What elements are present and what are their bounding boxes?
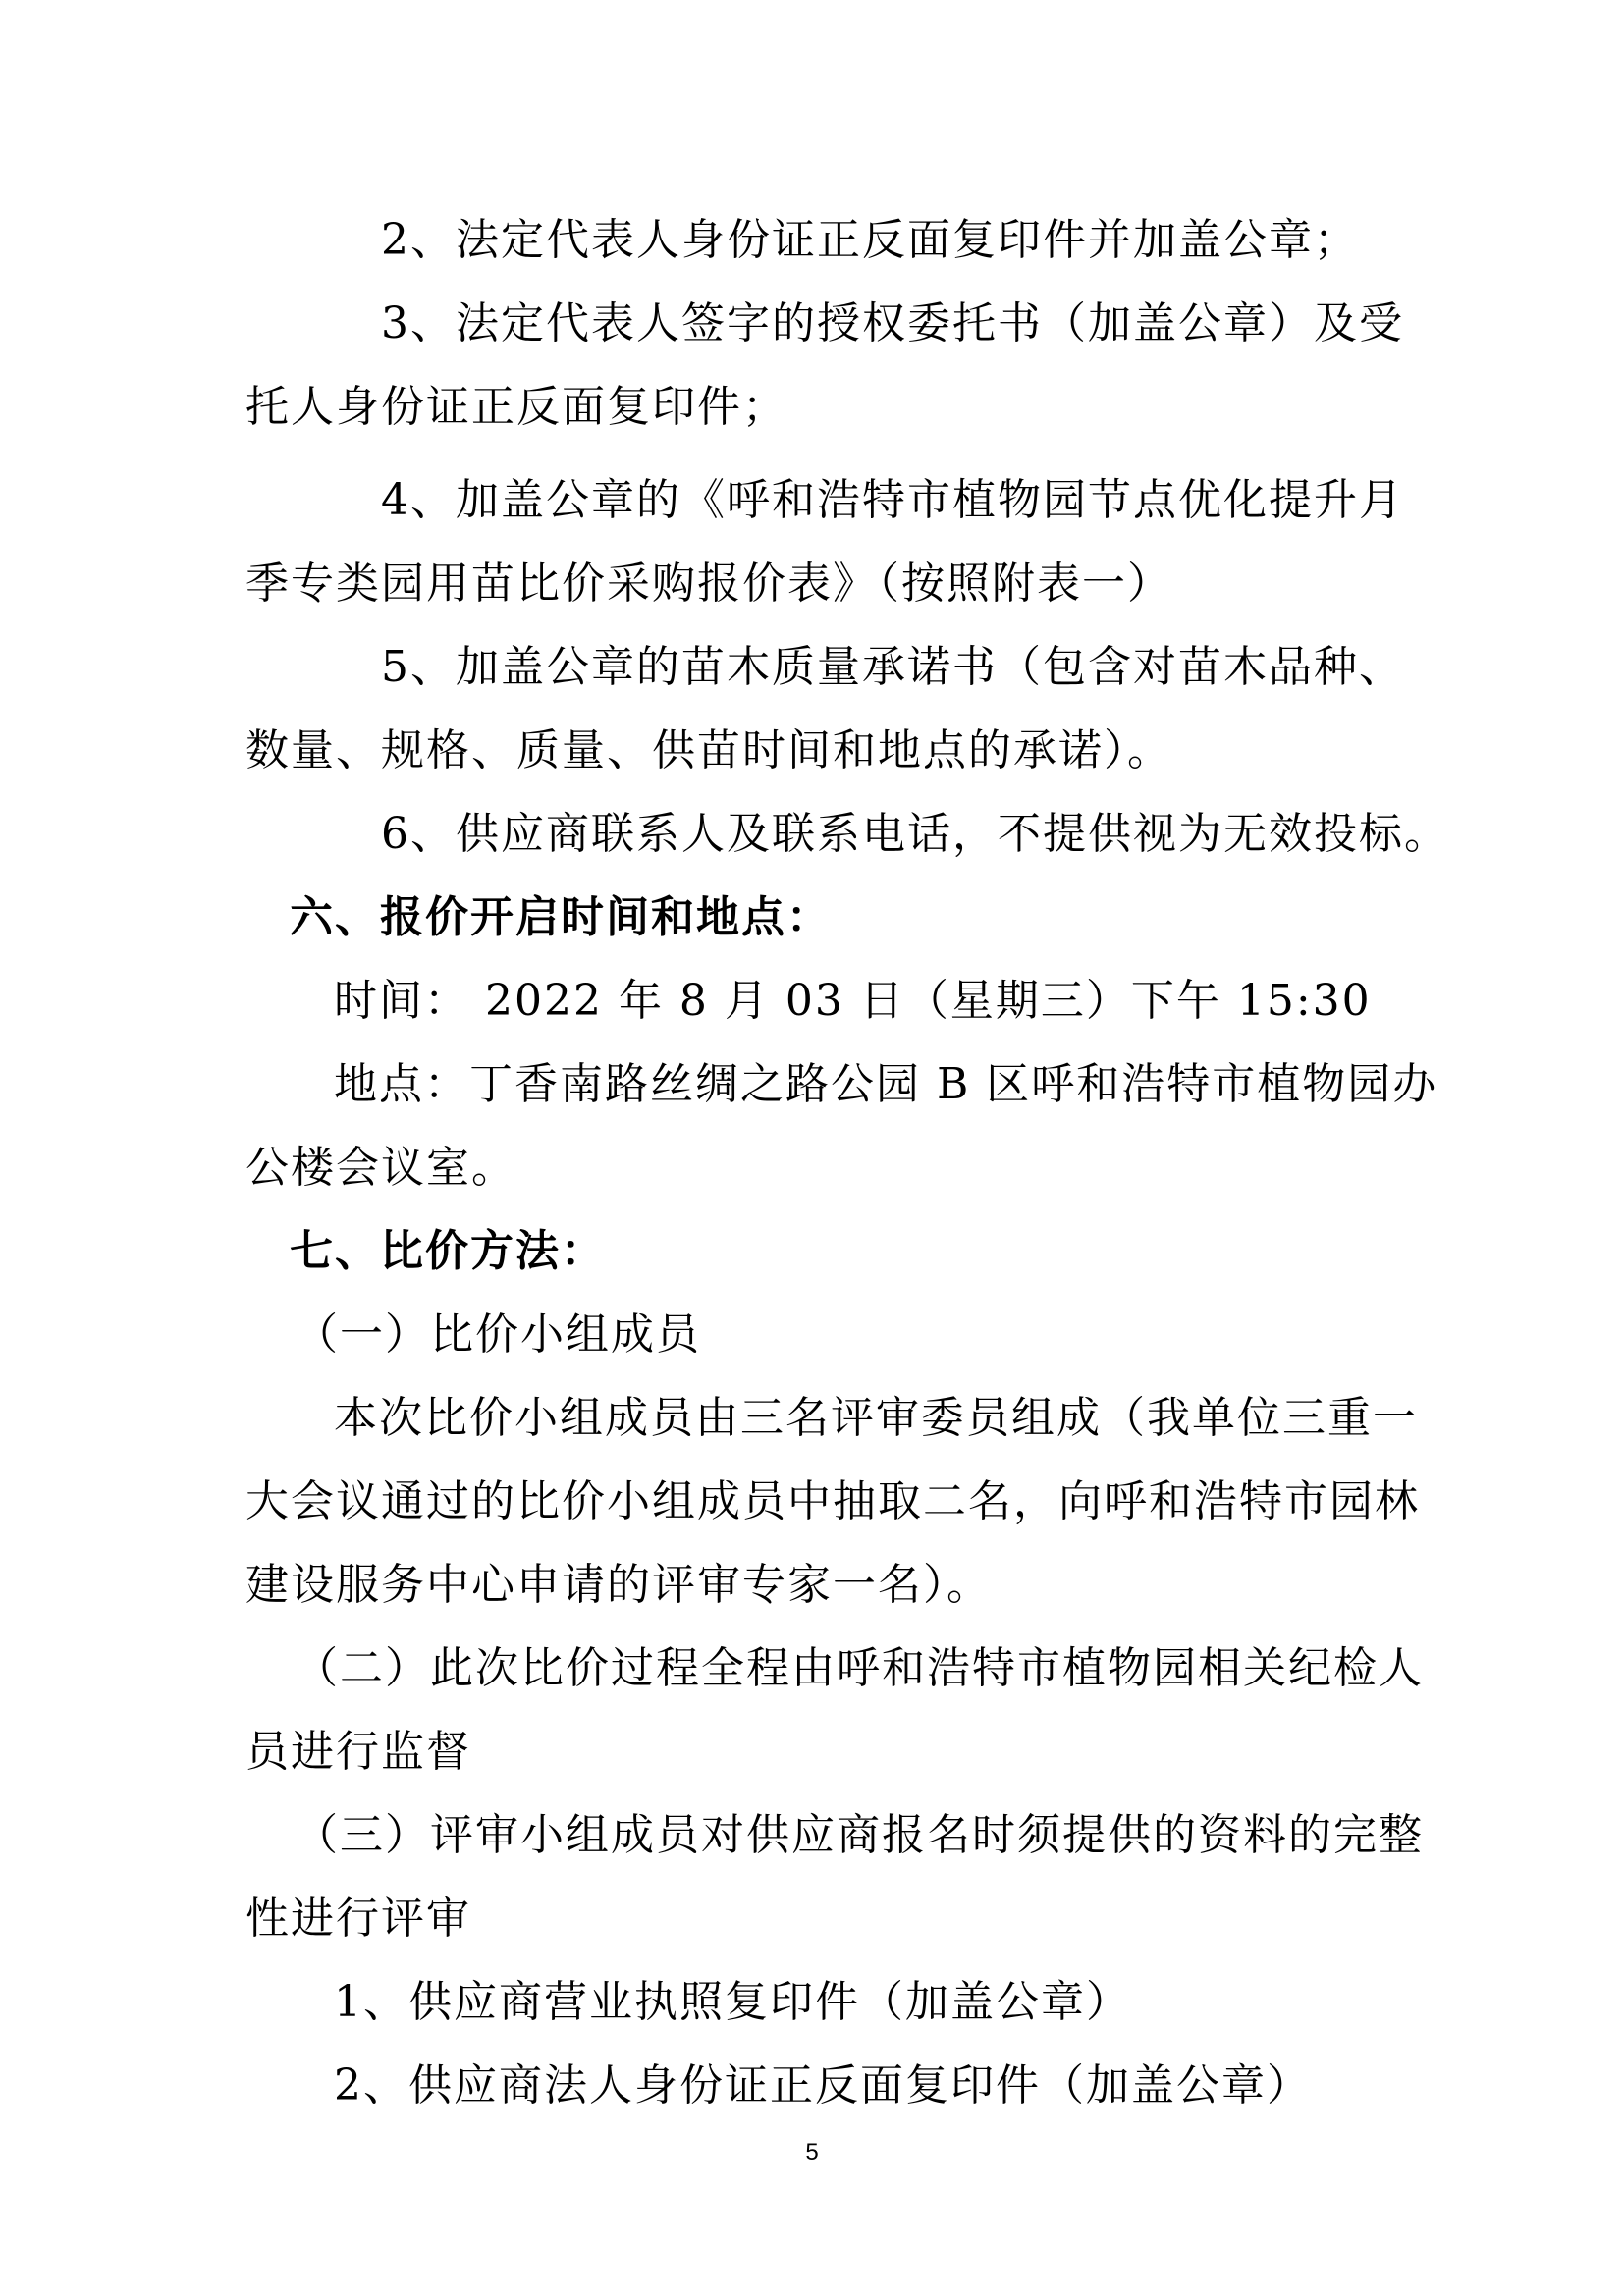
paragraph-line: 2、法定代表人身份证正反面复印件并加盖公章；	[381, 215, 1359, 265]
paragraph-line: （三）评审小组成员对供应商报名时须提供的资料的完整	[295, 1810, 1424, 1860]
paragraph-line: 数量、规格、质量、供苗时间和地点的承诺）。	[245, 725, 1172, 775]
paragraph-line: 2、供应商法人身份证正反面复印件（加盖公章）	[334, 2060, 1312, 2110]
section-heading: 六、报价开启时间和地点：	[290, 892, 832, 942]
paragraph-line: 建设服务中心申请的评审专家一名）。	[245, 1560, 992, 1610]
paragraph-line: 5、加盖公章的苗木质量承诺书（包含对苗木品种、	[381, 642, 1404, 692]
paragraph-line: 4、加盖公章的《呼和浩特市植物园节点优化提升月	[381, 475, 1404, 525]
paragraph-line: （一）比价小组成员	[295, 1309, 701, 1360]
paragraph-line: 性进行评审	[245, 1894, 471, 1944]
paragraph-line: 公楼会议室。	[245, 1143, 516, 1193]
paragraph-line: 本次比价小组成员由三名评审委员组成（我单位三重一	[334, 1393, 1418, 1443]
page-number: 5	[805, 2139, 819, 2165]
paragraph-line: 1、供应商营业执照复印件（加盖公章）	[334, 1977, 1131, 2027]
section-heading: 七、比价方法：	[290, 1226, 606, 1276]
paragraph-line: （二）此次比价过程全程由呼和浩特市植物园相关纪检人	[295, 1643, 1424, 1693]
paragraph-line: 季专类园用苗比价采购报价表》（按照附表一）	[245, 559, 1172, 609]
paragraph-line: 6、供应商联系人及联系电话，不提供视为无效投标。	[381, 809, 1449, 859]
paragraph-line: 员进行监督	[245, 1727, 471, 1777]
paragraph-line: 地点：丁香南路丝绸之路公园 B 区呼和浩特市植物园办	[334, 1059, 1438, 1109]
paragraph-line: 托人身份证正反面复印件；	[245, 382, 787, 432]
paragraph-line: 时间： 2022 年 8 月 03 日（星期三）下午 15:30	[334, 976, 1372, 1026]
paragraph-line: 3、法定代表人签字的授权委托书（加盖公章）及受	[381, 298, 1404, 348]
paragraph-line: 大会议通过的比价小组成员中抽取二名，向呼和浩特市园林	[245, 1476, 1420, 1526]
